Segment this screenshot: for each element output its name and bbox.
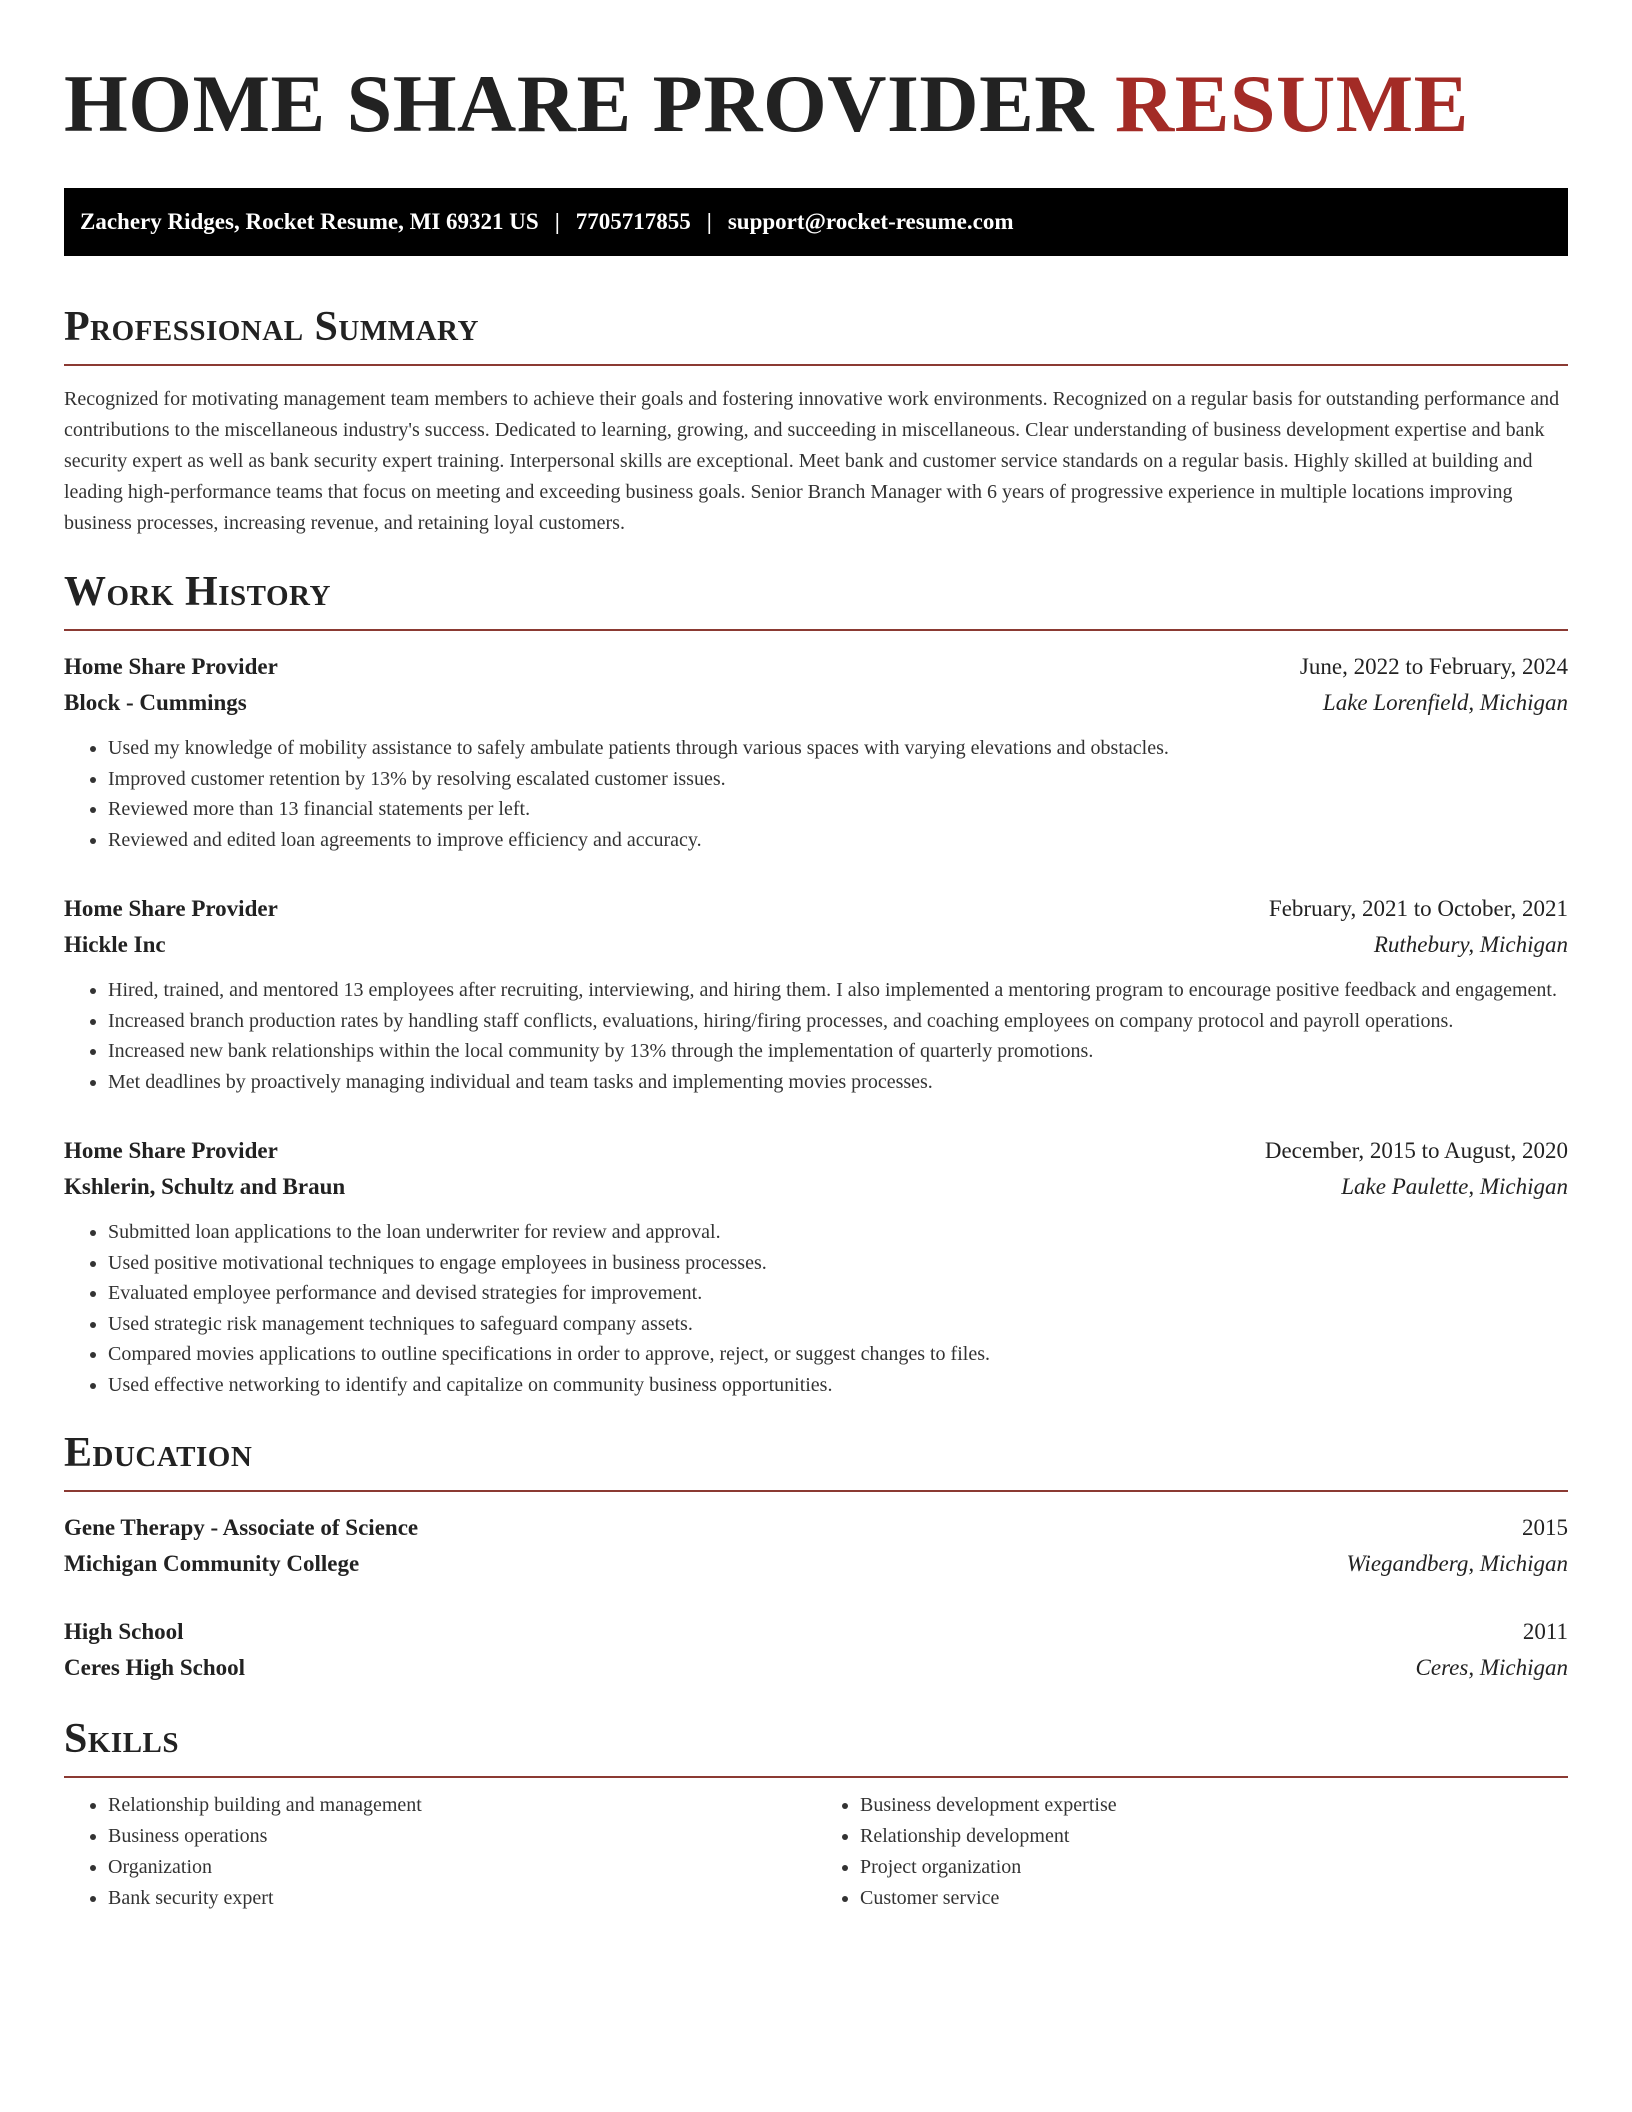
job-bullet: • Compared movies applications to outline specifications in order to approve, reject, or suggest changes to files. <box>108 1339 1568 1370</box>
job-bullet: • Used positive motivational techniques to engage employees in business processes. <box>108 1248 1568 1279</box>
job-entry <box>64 891 1568 1097</box>
section-heading-skills: Skills <box>64 1716 180 1762</box>
job-bullet: • Used effective networking to identify and capitalize on community business opportunities. <box>108 1370 1568 1401</box>
skill-item: • Business operations <box>108 1821 816 1852</box>
job-bullet: • Increased branch production rates by handling staff conflicts, evaluations, hiring/firing processes, and coaching employees on company protocol and payroll operations. <box>108 1006 1568 1037</box>
job-location: Ruthebury, Michigan <box>1373 932 1568 957</box>
contact-phone: 7705717855 <box>575 209 691 234</box>
job-location: Lake Lorenfield, Michigan <box>1322 690 1568 715</box>
skill-item: • Bank security expert <box>108 1883 816 1914</box>
skills-column-left <box>64 1790 816 1914</box>
skill-item: • Relationship development <box>860 1821 1568 1852</box>
job-bullets <box>64 975 1568 1097</box>
contact-bar <box>64 188 1568 256</box>
section-divider <box>64 629 1568 631</box>
summary-text: Recognized for motivating management team members to achieve their goals and fostering innovative work environments. Recognized on a regular basis for outstanding performance and contributions to the miscellaneous industry's success. Dedicated to learning, growing, and succeeding in miscellaneous. Clear understanding of business development expertise and bank security expert as well as bank security expert training. Interpersonal skills are exceptional. Meet bank and customer service standards on a regular basis. Highly skilled at building and leading high-performance teams that focus on meeting and exceeding business goals. Senior Branch Manager with 6 years of progressive experience in multiple locations improving business processes, increasing revenue, and retaining loyal customers. <box>64 388 1560 534</box>
skill-item: • Business development expertise <box>860 1790 1568 1821</box>
skill-item: • Organization <box>108 1852 816 1883</box>
job-dates: June, 2022 to February, 2024 <box>1299 654 1568 679</box>
skill-item: • Project organization <box>860 1852 1568 1883</box>
job-company: Block - Cummings <box>64 690 247 715</box>
education-entry <box>64 1510 1568 1582</box>
job-company: Hickle Inc <box>64 932 166 957</box>
job-bullet: • Reviewed more than 13 financial statements per left. <box>108 794 1568 825</box>
job-bullet: • Improved customer retention by 13% by resolving escalated customer issues. <box>108 764 1568 795</box>
job-entry <box>64 1133 1568 1400</box>
job-bullets <box>64 733 1568 855</box>
job-bullet: • Increased new bank relationships within the local community by 13% through the implementation of quarterly promotions. <box>108 1036 1568 1067</box>
job-title: Home Share Provider <box>64 896 278 921</box>
skills-section <box>64 1714 1568 1914</box>
resume-title-accent: RESUME <box>1115 58 1469 149</box>
job-dates: February, 2021 to October, 2021 <box>1268 896 1568 921</box>
job-entry <box>64 649 1568 855</box>
section-heading-education: Education <box>64 1430 253 1476</box>
contact-email: support@rocket-resume.com <box>727 209 1014 234</box>
section-divider <box>64 364 1568 366</box>
job-bullet: • Used my knowledge of mobility assistance to safely ambulate patients through various spaces with varying elevations and obstacles. <box>108 733 1568 764</box>
education-degree: Gene Therapy - Associate of Science <box>64 1515 419 1540</box>
education-school: Michigan Community College <box>64 1551 360 1576</box>
job-title: Home Share Provider <box>64 654 278 679</box>
job-title: Home Share Provider <box>64 1138 278 1163</box>
job-location: Lake Paulette, Michigan <box>1341 1174 1568 1199</box>
education-section <box>64 1428 1568 1686</box>
work-history-section <box>64 567 1568 1400</box>
education-year: 2015 <box>1522 1515 1568 1540</box>
education-degree: High School <box>64 1619 184 1644</box>
job-bullet: • Reviewed and edited loan agreements to improve efficiency and accuracy. <box>108 825 1568 856</box>
job-company: Kshlerin, Schultz and Braun <box>64 1174 346 1199</box>
skill-item: • Relationship building and management <box>108 1790 816 1821</box>
resume-title <box>64 56 1568 152</box>
education-location: Ceres, Michigan <box>1415 1655 1568 1680</box>
skills-grid <box>64 1790 1568 1914</box>
skills-column-right <box>816 1790 1568 1914</box>
education-school: Ceres High School <box>64 1655 246 1680</box>
professional-summary-section <box>64 302 1568 539</box>
section-divider <box>64 1776 1568 1778</box>
job-bullet: • Submitted loan applications to the loan underwriter for review and approval. <box>108 1217 1568 1248</box>
skill-item: • Customer service <box>860 1883 1568 1914</box>
job-bullet: • Hired, trained, and mentored 13 employees after recruiting, interviewing, and hiring them. I also implemented a mentoring program to encourage positive feedback and engagement. <box>108 975 1568 1006</box>
section-divider <box>64 1490 1568 1492</box>
contact-address: Zachery Ridges, Rocket Resume, MI 69321 US <box>80 209 539 234</box>
education-entry <box>64 1614 1568 1686</box>
job-bullets <box>64 1217 1568 1400</box>
job-bullet: • Met deadlines by proactively managing individual and team tasks and implementing movies processes. <box>108 1067 1568 1098</box>
job-dates: December, 2015 to August, 2020 <box>1264 1138 1568 1163</box>
contact-separator: | <box>706 209 712 234</box>
education-location: Wiegandberg, Michigan <box>1346 1551 1568 1576</box>
contact-separator: | <box>554 209 560 234</box>
section-heading-work: Work History <box>64 569 331 615</box>
resume-title-main: HOME SHARE PROVIDER <box>64 58 1095 149</box>
job-bullet: • Evaluated employee performance and devised strategies for improvement. <box>108 1278 1568 1309</box>
education-year: 2011 <box>1522 1619 1568 1644</box>
job-bullet: • Used strategic risk management techniques to safeguard company assets. <box>108 1309 1568 1340</box>
section-heading-summary: Professional Summary <box>64 304 479 350</box>
